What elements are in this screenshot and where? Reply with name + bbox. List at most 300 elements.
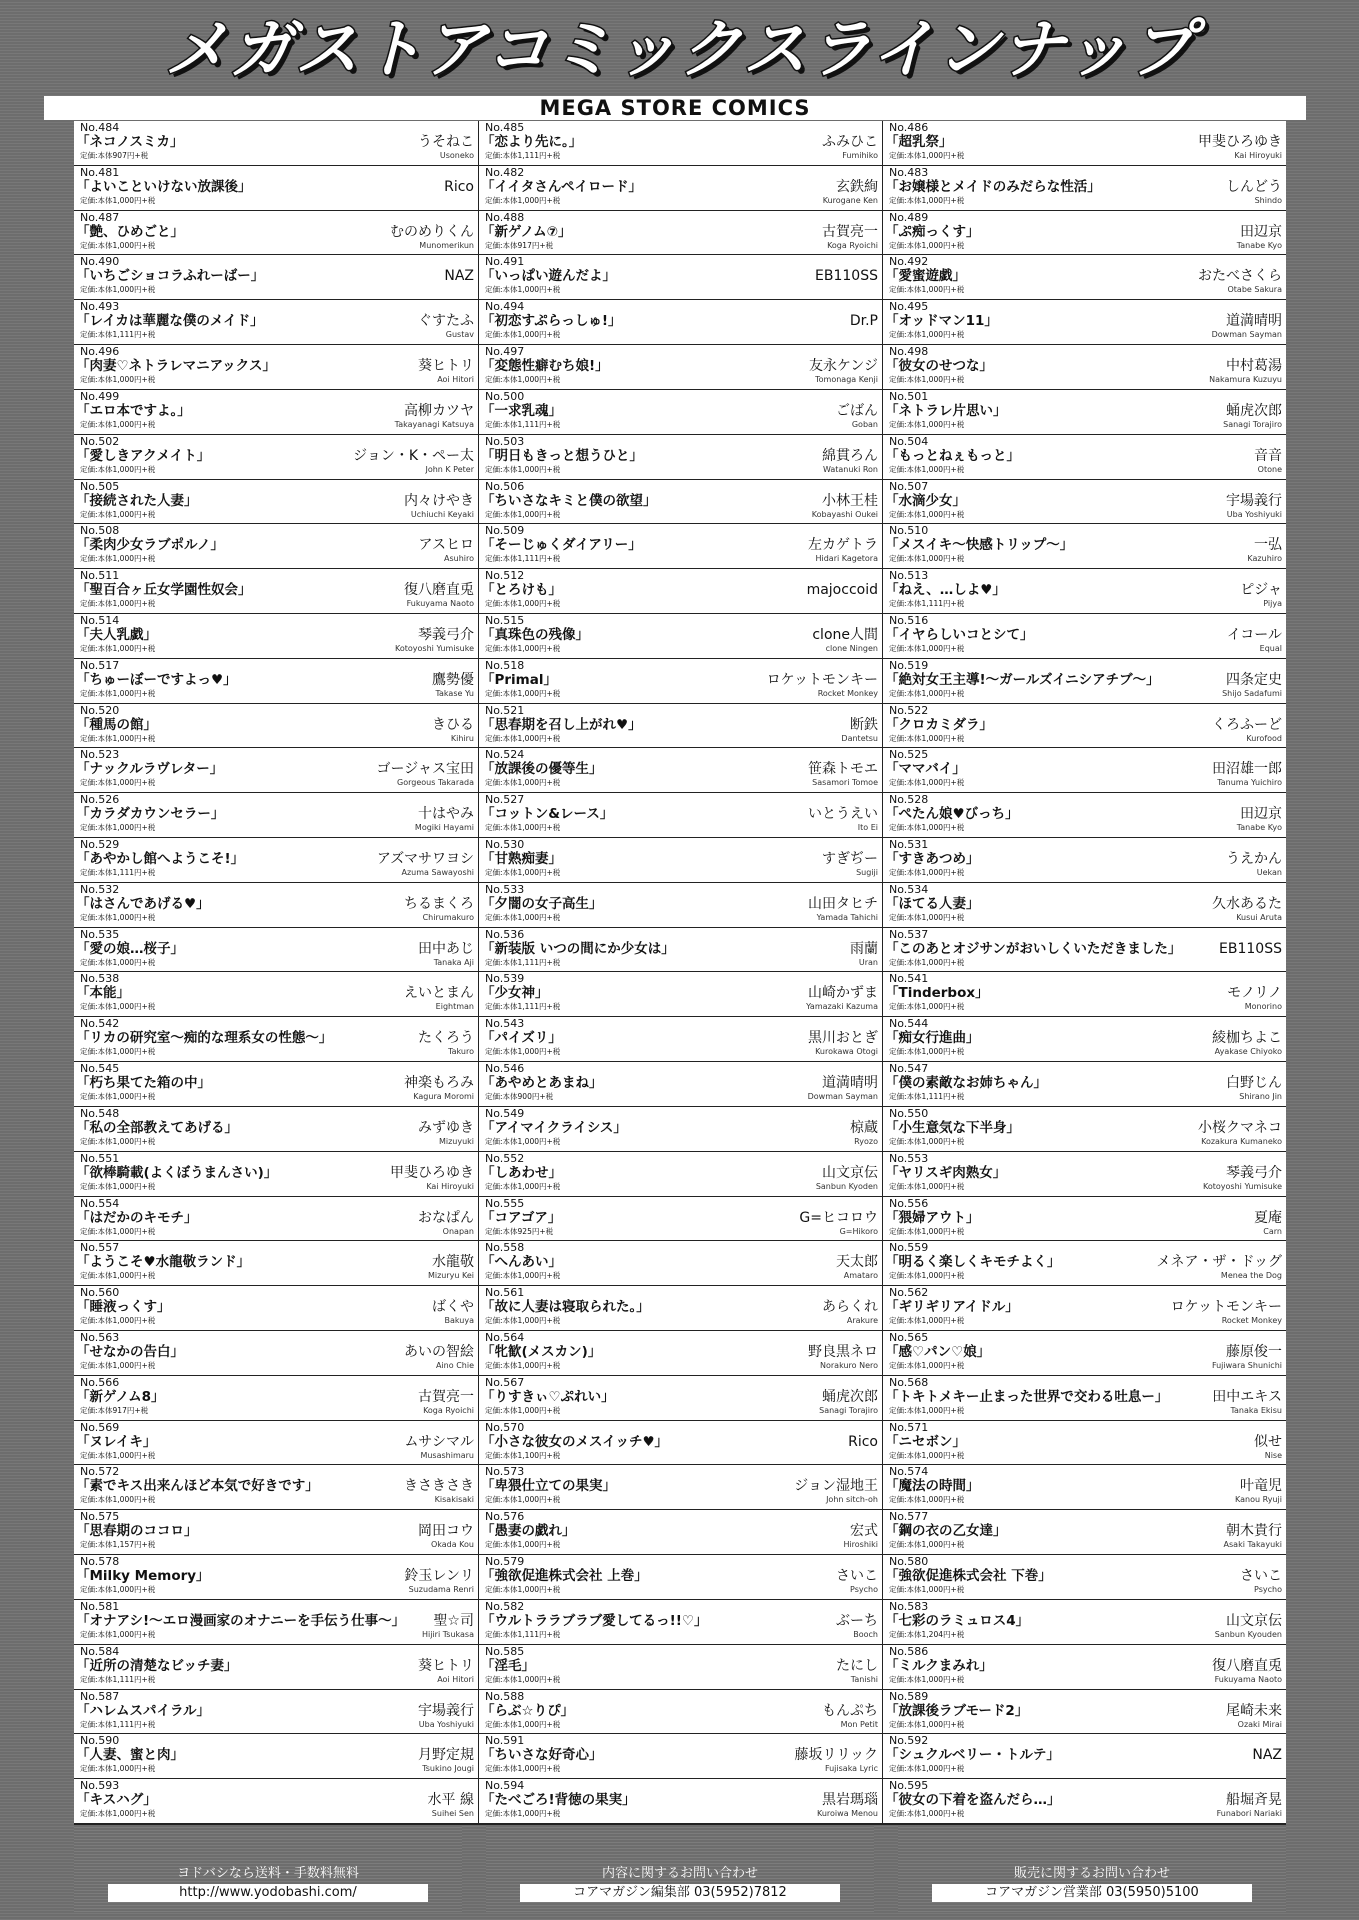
entry-title: 「新装版 いつの間にか少女は」 <box>481 940 675 957</box>
entry-author-romaji: Takayanagi Katsuya <box>394 419 474 429</box>
entry-author: 藤原俊一 <box>1226 1344 1282 1361</box>
entry-author-romaji: Shindo <box>1254 195 1282 205</box>
entry-number: No.487 <box>80 210 120 224</box>
entry-number: No.578 <box>80 1555 120 1569</box>
entry-author-romaji: Psycho <box>850 1585 878 1595</box>
entry-author-romaji: John sitch-oh <box>826 1495 878 1505</box>
entry-author-romaji: Ryozo <box>854 1136 878 1146</box>
entry-price: 定価:本体1,000円+税 <box>889 464 965 474</box>
entry-price: 定価:本体1,000円+税 <box>889 1719 965 1729</box>
entry-author: 古賀亮一 <box>822 223 878 240</box>
entry-number: No.584 <box>80 1644 120 1658</box>
entry-price: 定価:本体1,111円+税 <box>80 1674 156 1684</box>
entry-author: おたべさくら <box>1198 268 1282 285</box>
entry-number: No.501 <box>889 389 929 403</box>
list-item <box>74 793 478 838</box>
list-item <box>74 255 478 300</box>
entry-author-romaji: Kihiru <box>450 733 474 743</box>
list-item <box>882 390 1286 435</box>
list-item <box>74 211 478 256</box>
footer-url[interactable]: http://www.yodobashi.com/ <box>108 1884 428 1902</box>
entry-title: 「はさんであげる♥」 <box>76 895 210 912</box>
entry-author-romaji: Amataro <box>843 1271 878 1281</box>
list-item <box>478 390 882 435</box>
list-item <box>478 928 882 973</box>
entry-title: 「睡液っくす」 <box>76 1299 171 1316</box>
list-item <box>74 569 478 614</box>
entry-number: No.560 <box>80 1286 120 1300</box>
entry-number: No.534 <box>889 882 929 896</box>
list-item <box>882 928 1286 973</box>
entry-price: 定価:本体1,000円+税 <box>485 1136 561 1146</box>
entry-number: No.510 <box>889 524 929 538</box>
entry-author-romaji: Tanuma Yuichiro <box>1217 778 1282 788</box>
entry-author-romaji: John K Peter <box>425 464 474 474</box>
entry-author: さいこ <box>1240 1568 1282 1585</box>
entry-author: 田辺京 <box>1240 806 1282 823</box>
entry-author: majoccoid <box>806 582 878 599</box>
entry-title: 「とろけも」 <box>481 582 562 599</box>
entry-title: 「一求乳魂」 <box>481 402 562 419</box>
entry-number: No.559 <box>889 1241 929 1255</box>
entry-author-romaji: Usoneko <box>439 151 474 160</box>
entry-number: No.484 <box>80 121 120 134</box>
entry-price: 定価:本体1,000円+税 <box>485 868 561 878</box>
list-item <box>74 1645 478 1690</box>
entry-author-romaji: Ito Ei <box>857 823 878 833</box>
entry-author-romaji: Suzudama Renri <box>408 1585 474 1595</box>
entry-price: 定価:本体1,000円+税 <box>889 912 965 922</box>
entry-number: No.570 <box>485 1420 525 1434</box>
entry-author: 葵ヒトリ <box>418 358 474 375</box>
entry-author: 琴義弓介 <box>1226 1164 1282 1181</box>
entry-author-romaji: Tanabe Kyo <box>1236 823 1282 833</box>
entry-number: No.509 <box>485 524 525 538</box>
entry-title: 「お嬢様とメイドのみだらな性活」 <box>885 178 1101 195</box>
list-item <box>882 480 1286 525</box>
entry-author-romaji: Kotoyoshi Yumisuke <box>395 643 474 653</box>
entry-price: 定価:本体1,000円+税 <box>889 1405 965 1415</box>
entry-author: 山崎かずま <box>808 985 878 1002</box>
entry-title: 「ナックルラヴレター」 <box>76 761 224 778</box>
list-item <box>478 1555 882 1600</box>
footer-label: 販売に関するお問い合わせ <box>1013 1866 1170 1881</box>
entry-author: 神楽もろみ <box>404 1075 474 1092</box>
entry-author-romaji: Kisakisaki <box>434 1495 474 1505</box>
entry-title: 「エロ本ですよ。」 <box>76 402 191 419</box>
entry-price: 定価:本体1,000円+税 <box>80 1047 156 1057</box>
entry-author: 笹森トモエ <box>808 761 878 778</box>
entry-price: 定価:本体1,000円+税 <box>80 464 156 474</box>
entry-number: No.505 <box>80 479 120 493</box>
entry-title: 「ねえ、…しよ♥」 <box>885 582 1006 599</box>
entry-price: 定価:本体1,000円+税 <box>80 554 156 564</box>
entry-author: ロケットモンキー <box>766 671 878 688</box>
entry-number: No.543 <box>485 1017 525 1031</box>
entry-title: 「艶、ひめごと」 <box>76 223 184 240</box>
entry-author-romaji: Tanaka Aji <box>433 957 474 967</box>
list-item <box>882 1555 1286 1600</box>
entry-title: 「ハレムスパイラル」 <box>76 1702 211 1719</box>
list-item <box>882 1197 1286 1242</box>
entry-title: 「オナアシ!〜エロ漫画家のオナニーを手伝う仕事〜」 <box>76 1612 406 1629</box>
entry-number: No.544 <box>889 1017 929 1031</box>
entry-price: 定価:本体1,000円+税 <box>80 1361 156 1371</box>
entry-author: 黒岩瑪瑙 <box>822 1792 878 1809</box>
entry-title: 「りすきぃ♡ぷれい」 <box>481 1388 615 1405</box>
entry-author-romaji: Kai Hiroyuki <box>426 1181 474 1191</box>
list-item <box>882 1062 1286 1107</box>
entry-number: No.586 <box>889 1644 929 1658</box>
entry-number: No.541 <box>889 972 929 986</box>
entry-title: 「明日もきっと想うひと」 <box>481 447 643 464</box>
entry-number: No.561 <box>485 1286 525 1300</box>
entry-price: 定価:本体1,000円+税 <box>80 195 156 205</box>
entry-author: 鷹勢優 <box>432 671 474 688</box>
entry-title: 「絶対女王主導!〜ガールズイニシアチブ〜」 <box>885 671 1160 688</box>
entry-author: しんどう <box>1226 178 1282 195</box>
entry-author-romaji: Uba Yoshiyuki <box>418 1719 474 1729</box>
entry-author: ごばん <box>836 402 878 419</box>
entry-number: No.579 <box>485 1555 525 1569</box>
list-item <box>882 524 1286 569</box>
entry-title: 「いちごショコラふれーばー」 <box>76 268 265 285</box>
entry-author: 甲斐ひろゆき <box>1198 134 1282 150</box>
entry-author-romaji: Sanbun Kyouden <box>1214 1629 1282 1639</box>
entry-price: 定価:本体1,000円+税 <box>485 1047 561 1057</box>
entry-author: もんぷち <box>822 1702 878 1719</box>
entry-author: NAZ <box>1252 1747 1282 1764</box>
entry-author-romaji: Okada Kou <box>430 1540 474 1550</box>
entry-price: 定価:本体1,000円+税 <box>80 1585 156 1595</box>
entry-title: 「クロカミダラ」 <box>885 716 993 733</box>
list-item <box>882 1600 1286 1645</box>
entry-author: Dr.P <box>849 313 878 330</box>
entry-title: 「Tinderbox」 <box>885 985 989 1002</box>
entry-author-romaji: Booch <box>853 1629 878 1639</box>
entry-number: No.481 <box>80 165 120 179</box>
entry-price: 定価:本体1,000円+税 <box>485 1764 561 1774</box>
entry-author: ゴージャス宝田 <box>376 761 474 778</box>
entry-number: No.555 <box>485 1196 525 1210</box>
entry-number: No.549 <box>485 1106 525 1120</box>
entry-number: No.522 <box>889 703 929 717</box>
footer-yodobashi <box>74 1826 462 1912</box>
entry-author: あらくれ <box>822 1299 878 1316</box>
entry-number: No.506 <box>485 479 525 493</box>
list-item <box>74 972 478 1017</box>
entry-number: No.548 <box>80 1106 120 1120</box>
entry-author-romaji: Shijo Sadafumi <box>1222 688 1282 698</box>
entry-price: 定価:本体1,204円+税 <box>889 1629 965 1639</box>
entry-author: 中村葛湯 <box>1226 358 1282 375</box>
entry-title: 「ネコノスミカ」 <box>76 134 184 150</box>
list-item <box>74 1241 478 1286</box>
entry-price: 定価:本体1,000円+税 <box>889 1271 965 1281</box>
entry-author-romaji: Menea the Dog <box>1220 1271 1282 1281</box>
entry-title: 「ほてる人妻」 <box>885 895 980 912</box>
entry-author-romaji: Aino Chie <box>435 1361 474 1371</box>
entry-price: 定価:本体1,000円+税 <box>485 285 561 295</box>
list-item <box>882 345 1286 390</box>
entry-title: 「シュクルベリー・トルテ」 <box>885 1747 1060 1764</box>
entry-number: No.538 <box>80 972 120 986</box>
entry-title: 「変態性癖むち娘!」 <box>481 358 609 375</box>
entry-price: 定価:本体1,000円+税 <box>889 733 965 743</box>
entry-number: No.527 <box>485 793 525 807</box>
entry-title: 「魔法の時間」 <box>885 1478 980 1495</box>
entry-price: 定価:本体1,000円+税 <box>485 1316 561 1326</box>
entry-price: 定価:本体1,000円+税 <box>485 1540 561 1550</box>
list-item <box>478 569 882 614</box>
entry-author: 音音 <box>1254 447 1282 464</box>
entry-price: 定価:本体1,000円+税 <box>889 1674 965 1684</box>
entry-price: 定価:本体1,111円+税 <box>485 419 561 429</box>
entry-author: ばくや <box>432 1299 474 1316</box>
entry-price: 定価:本体1,000円+税 <box>80 912 156 922</box>
comic-list <box>74 121 1286 1825</box>
entry-price: 定価:本体1,000円+税 <box>889 330 965 340</box>
entry-title: 「このあとオジサンがおいしくいただきました」 <box>885 940 1182 957</box>
entry-price: 定価:本体1,111円+税 <box>80 1719 156 1729</box>
entry-price: 定価:本体1,000円+税 <box>485 1271 561 1281</box>
entry-author: ぐすたふ <box>418 313 474 330</box>
list-item <box>478 1331 882 1376</box>
entry-author: 葵ヒトリ <box>418 1657 474 1674</box>
entry-price: 定価:本体1,000円+税 <box>889 1361 965 1371</box>
entry-title: 「朽ち果てた箱の中」 <box>76 1075 211 1092</box>
entry-author-romaji: Asaki Takayuki <box>1223 1540 1282 1550</box>
list-item <box>882 838 1286 883</box>
entry-author: 天太郎 <box>836 1254 878 1271</box>
list-item <box>74 1017 478 1062</box>
entry-title: 「彼女の下着を盗んだら…」 <box>885 1792 1061 1809</box>
entry-title: 「ギリギリアイドル」 <box>885 1299 1019 1316</box>
entry-title: 「イヤらしいコとシて」 <box>885 626 1034 643</box>
entry-price: 定価:本体1,000円+税 <box>485 1405 561 1415</box>
entry-number: No.494 <box>485 300 525 314</box>
list-item <box>478 1286 882 1331</box>
entry-title: 「いっぱい遊んだよ」 <box>481 268 616 285</box>
entry-title: 「コアゴア」 <box>481 1209 562 1226</box>
entry-author: むのめりくん <box>390 223 474 240</box>
entry-number: No.565 <box>889 1331 929 1345</box>
entry-title: 「しあわせ」 <box>481 1164 562 1181</box>
entry-author-romaji: Kagura Moromi <box>413 1092 474 1102</box>
entry-number: No.511 <box>80 569 120 583</box>
entry-author-romaji: Takuro <box>448 1047 474 1057</box>
entry-author: 四条定史 <box>1226 671 1282 688</box>
entry-price: 定価:本体1,000円+税 <box>889 1540 965 1550</box>
list-item <box>882 1152 1286 1197</box>
list-item <box>882 1241 1286 1286</box>
entry-price: 定価:本体1,000円+税 <box>80 599 156 609</box>
entry-number: No.529 <box>80 838 120 852</box>
entry-author: Rico <box>848 1433 878 1450</box>
entry-price: 定価:本体1,000円+税 <box>485 330 561 340</box>
entry-number: No.566 <box>80 1375 120 1389</box>
entry-author: 宇場義行 <box>1226 492 1282 509</box>
entry-number: No.567 <box>485 1375 525 1389</box>
entry-price: 定価:本体1,000円+税 <box>889 1450 965 1460</box>
entry-author: ちるまくろ <box>404 895 474 912</box>
entry-number: No.587 <box>80 1689 120 1703</box>
entry-author: 椋蔵 <box>850 1119 878 1136</box>
list-item <box>882 211 1286 256</box>
entry-title: 「もっとねぇもっと」 <box>885 447 1020 464</box>
entry-title: 「レイカは華麗な僕のメイド」 <box>76 313 264 330</box>
entry-author: EB110SS <box>1219 940 1282 957</box>
entry-author-romaji: Kobayashi Oukei <box>811 509 878 519</box>
entry-price: 定価:本体1,000円+税 <box>889 509 965 519</box>
entry-number: No.490 <box>80 255 120 269</box>
list-item <box>478 121 882 166</box>
entry-number: No.590 <box>80 1734 120 1748</box>
entry-author: clone人間 <box>812 626 878 643</box>
entry-title: 「コットン&レース」 <box>481 806 614 823</box>
entry-author-romaji: G=Hikoro <box>839 1226 878 1236</box>
entry-author: 左カゲトラ <box>808 537 878 554</box>
entry-author: 水平 線 <box>427 1792 474 1809</box>
entry-number: No.593 <box>80 1779 120 1793</box>
entry-number: No.536 <box>485 927 525 941</box>
list-item <box>478 1734 882 1779</box>
entry-title: 「ちいさなキミと僕の欲望」 <box>481 492 657 509</box>
list-item <box>882 121 1286 166</box>
entry-title: 「愚妻の戯れ」 <box>481 1523 576 1540</box>
entry-price: 定価:本体907円+税 <box>80 151 149 160</box>
entry-number: No.499 <box>80 389 120 403</box>
entry-number: No.571 <box>889 1420 929 1434</box>
entry-number: No.526 <box>80 793 120 807</box>
list-item <box>478 524 882 569</box>
entry-author-romaji: Fukuyama Naoto <box>406 599 474 609</box>
footer <box>74 1826 1286 1912</box>
list-item <box>882 1645 1286 1690</box>
entry-price: 定価:本体1,000円+税 <box>889 151 965 160</box>
list-item <box>478 1241 882 1286</box>
entry-author-romaji: Kai Hiroyuki <box>1234 151 1282 160</box>
entry-author-romaji: Goban <box>851 419 878 429</box>
entry-price: 定価:本体1,100円+税 <box>485 1450 561 1460</box>
entry-author: 久水あるた <box>1212 895 1282 912</box>
entry-author: いとうえい <box>808 806 878 823</box>
list-item <box>478 255 882 300</box>
entry-author: 一弘 <box>1254 537 1282 554</box>
entry-author-romaji: Kanou Ryuji <box>1235 1495 1282 1505</box>
entry-author-romaji: Chirumakuro <box>422 912 474 922</box>
entry-number: No.554 <box>80 1196 120 1210</box>
entry-title: 「愛しきアクメイト」 <box>76 447 211 464</box>
list-item <box>882 614 1286 659</box>
entry-author: 尾崎未来 <box>1226 1702 1282 1719</box>
entry-title: 「鋼の衣の乙女達」 <box>885 1523 1007 1540</box>
entry-author-romaji: Dantetsu <box>841 733 878 743</box>
entry-price: 定価:本体1,000円+税 <box>485 599 561 609</box>
entry-author: 内々けやき <box>404 492 474 509</box>
footer-label: 内容に関するお問い合わせ <box>601 1866 758 1881</box>
entry-author-romaji: Fujiwara Shunichi <box>1211 1361 1282 1371</box>
footer-label: ヨドバシなら送料・手数料無料 <box>177 1866 359 1881</box>
entry-price: 定価:本体1,000円+税 <box>80 643 156 653</box>
entry-author-romaji: Onapan <box>442 1226 474 1236</box>
list-item <box>478 883 882 928</box>
entry-title: 「種馬の館」 <box>76 716 157 733</box>
entry-author: 綿貫ろん <box>822 447 878 464</box>
entry-number: No.497 <box>485 345 525 359</box>
entry-author-romaji: Watanuki Ron <box>822 464 878 474</box>
entry-title: 「すきあつめ」 <box>885 851 980 868</box>
entry-price: 定価:本体1,000円+税 <box>889 419 965 429</box>
entry-author-romaji: Fukuyama Naoto <box>1214 1674 1282 1684</box>
entry-author: ジョン・K・ペー太 <box>353 447 474 464</box>
entry-price: 定価:本体1,000円+税 <box>889 1002 965 1012</box>
entry-number: No.502 <box>80 434 120 448</box>
entry-number: No.493 <box>80 300 120 314</box>
entry-number: No.575 <box>80 1510 120 1524</box>
entry-title: 「夕闇の女子高生」 <box>481 895 603 912</box>
entry-title: 「本能」 <box>76 985 130 1002</box>
list-item <box>478 345 882 390</box>
entry-title: 「らぶ☆りぴ」 <box>481 1702 575 1719</box>
list-item <box>74 1331 478 1376</box>
entry-author: EB110SS <box>815 268 878 285</box>
footer-contact: コアマガジン営業部 03(5950)5100 <box>932 1884 1252 1902</box>
entry-title: 「あやめとあまね」 <box>481 1075 603 1092</box>
list-item <box>478 704 882 749</box>
entry-author: 綾枷ちよこ <box>1212 1030 1282 1047</box>
entry-title: 「メスイキ〜快感トリップ〜」 <box>885 537 1074 554</box>
entry-number <box>889 1824 928 1825</box>
entry-author: 玄鉄絢 <box>836 178 878 195</box>
entry-number: No.582 <box>485 1599 525 1613</box>
entry-author: あいの智絵 <box>404 1344 474 1361</box>
entry-price: 定価:本体1,000円+税 <box>485 1361 561 1371</box>
entry-author-romaji: Otone <box>1257 464 1282 474</box>
entry-title: 「明るく楽しくキモチよく」 <box>885 1254 1061 1271</box>
entry-author: 高柳カツヤ <box>404 402 474 419</box>
entry-author: 友永ケンジ <box>809 358 878 375</box>
entry-number: No.583 <box>889 1599 929 1613</box>
entry-price: 定価:本体1,000円+税 <box>80 1495 156 1505</box>
entry-author: みずゆき <box>418 1119 474 1136</box>
entry-title: 「柔肉少女ラブポルノ」 <box>76 537 224 554</box>
entry-number: No.532 <box>80 882 120 896</box>
entry-price: 定価:本体1,000円+税 <box>80 957 156 967</box>
entry-author: 田辺京 <box>1240 223 1282 240</box>
entry-author: 山田タヒチ <box>808 895 878 912</box>
entry-author-romaji: Rocket Monkey <box>1221 1316 1282 1326</box>
entry-number: No.562 <box>889 1286 929 1300</box>
entry-price: 定価:本体1,111円+税 <box>80 330 156 340</box>
entry-title: 「キスハグ」 <box>76 1792 157 1809</box>
list-item <box>478 838 882 883</box>
entry-author-romaji: Dowman Sayman <box>807 1092 878 1102</box>
entry-author-romaji: Gorgeous Takarada <box>397 778 474 788</box>
entry-title: 「思春期のココロ」 <box>76 1523 198 1540</box>
entry-number: No.595 <box>889 1779 929 1793</box>
entry-author-romaji: Kotoyoshi Yumisuke <box>1203 1181 1282 1191</box>
entry-author: 朝木貴行 <box>1226 1523 1282 1540</box>
list-item <box>74 1197 478 1242</box>
list-item <box>74 659 478 704</box>
entry-author: アスヒロ <box>418 537 474 554</box>
entry-author-romaji: Kazuhiro <box>1247 554 1282 564</box>
entry-author-romaji: Hidari Kagetora <box>815 554 878 564</box>
entry-author-romaji: Psycho <box>1254 1585 1282 1595</box>
entry-number: No.546 <box>485 1062 525 1076</box>
entry-author-romaji: clone Ningen <box>825 643 878 653</box>
